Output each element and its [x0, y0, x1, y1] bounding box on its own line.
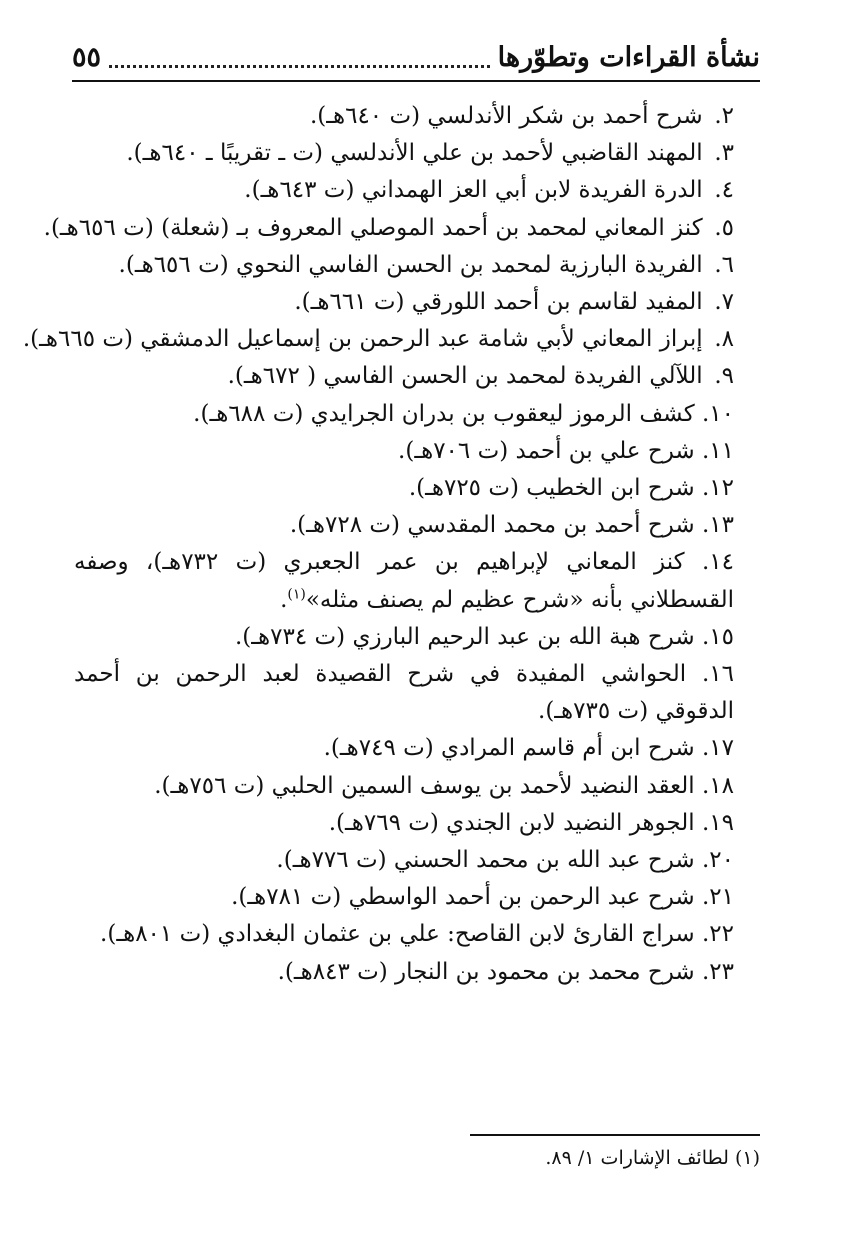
item-number: ٧. [714, 289, 734, 316]
item-text: كشف الرموز ليعقوب بن بدران الجرايدي (ت ٦٨٨هـ). [193, 400, 695, 427]
item-text: سراج القارئ لابن القاصح: علي بن عثمان البغدادي (ت ٨٠١هـ). [100, 921, 695, 948]
list-item [74, 284, 734, 321]
item-number: ١٧. [701, 735, 734, 762]
item-text: كنز المعاني لمحمد بن أحمد الموصلي المعروف بـ (شعلة) (ت ٦٥٦هـ). [43, 214, 703, 241]
item-number: ١٩. [701, 809, 734, 836]
item-text: شرح محمد بن محمود بن النجار (ت ٨٤٣هـ). [277, 958, 695, 985]
page-number: ٥٥ [72, 41, 102, 73]
item-number: ٣. [714, 140, 734, 167]
list-item [74, 507, 734, 544]
item-text: الحواشي المفيدة في شرح القصيدة لعبد الرحمن بن أحمد الدقوقي (ت ٧٣٥هـ). [74, 661, 734, 725]
item-text: شرح ابن الخطيب (ت ٧٢٥هـ). [408, 475, 695, 502]
item-text: إبراز المعاني لأبي شامة عبد الرحمن بن إسماعيل الدمشقي (ت ٦٦٥هـ). [22, 326, 703, 353]
item-text: شرح عبد الرحمن بن أحمد الواسطي (ت ٧٨١هـ). [231, 884, 695, 911]
item-number: ٥. [714, 214, 734, 241]
footnote-text: لطائف الإشارات ١/ ٨٩. [545, 1147, 729, 1169]
item-text: الفريدة البارزية لمحمد بن الحسن الفاسي النحوي (ت ٦٥٦هـ). [118, 251, 703, 278]
list-item [74, 619, 734, 656]
item-number: ١٨. [701, 772, 734, 799]
footnote [545, 1144, 760, 1172]
footnote-marker: (١) [734, 1147, 760, 1169]
list-item [74, 916, 734, 953]
item-number: ٢٠. [701, 847, 734, 874]
header-rule [72, 80, 760, 82]
item-text: اللآلي الفريدة لمحمد بن الحسن الفاسي ( ٦٧٢هـ). [227, 363, 703, 390]
list-item [74, 172, 734, 209]
list-item [74, 358, 734, 395]
item-text: شرح أحمد بن محمد المقدسي (ت ٧٢٨هـ). [289, 512, 695, 539]
list-item [74, 805, 734, 842]
list-item [74, 768, 734, 805]
list-item [74, 396, 734, 433]
item-number: ١٠. [701, 400, 734, 427]
footnote-reference[interactable]: (١) [287, 585, 306, 602]
item-number: ١٥. [701, 623, 734, 650]
item-text: المهند القاضبي لأحمد بن علي الأندلسي (ت ـ تقريبًا ـ ٦٤٠هـ). [126, 140, 703, 167]
item-number: ٤. [714, 177, 734, 204]
list-item [43, 210, 734, 247]
item-number: ٢٢. [701, 921, 734, 948]
item-number: ٨. [714, 326, 734, 353]
item-text: الجوهر النضيد لابن الجندي (ت ٧٦٩هـ). [328, 809, 695, 836]
item-number: ٢٣. [701, 958, 734, 985]
header-title: نشأة القراءات وتطوّرها [497, 41, 760, 73]
item-text: شرح ابن أم قاسم المرادي (ت ٧٤٩هـ). [323, 735, 695, 762]
list-item [74, 247, 734, 284]
list-item [74, 954, 734, 991]
item-end-punctuation: . [280, 586, 288, 613]
item-number: ٢. [714, 103, 734, 129]
item-number: ٩. [714, 363, 734, 390]
list-item [74, 544, 734, 618]
item-text: المفيد لقاسم بن أحمد اللورقي (ت ٦٦١هـ). [294, 289, 703, 316]
item-number: ٢١. [701, 884, 734, 911]
item-text: العقد النضيد لأحمد بن يوسف السمين الحلبي (ت ٧٥٦هـ). [154, 772, 695, 799]
footnote-separator [470, 1134, 760, 1136]
list-item [74, 656, 734, 730]
item-text: شرح علي بن أحمد (ت ٧٠٦هـ). [398, 437, 695, 464]
item-number: ١٦. [701, 661, 734, 688]
item-number: ١٤. [701, 549, 734, 576]
list-item [74, 470, 734, 507]
item-number: ١٢. [701, 475, 734, 502]
list-item [74, 98, 734, 135]
list-item [22, 321, 734, 358]
list-item [74, 433, 734, 470]
commentaries-list [22, 98, 734, 991]
running-header [72, 34, 760, 80]
item-text: كنز المعاني لإبراهيم بن عمر الجعبري (ت ٧٣٢هـ)، وصفه القسطلاني بأنه «شرح عظيم لم يصنف مثله» [74, 549, 734, 613]
list-item [74, 879, 734, 916]
item-number: ٦. [714, 251, 734, 278]
list-item [74, 730, 734, 767]
item-text: شرح هبة الله بن عبد الرحيم البارزي (ت ٧٣٤هـ). [235, 623, 695, 650]
list-item [74, 842, 734, 879]
header-dot-leader [109, 47, 490, 68]
item-text: شرح عبد الله بن محمد الحسني (ت ٧٧٦هـ). [276, 847, 695, 874]
item-number: ١٣. [701, 512, 734, 539]
item-text: شرح أحمد بن شكر الأندلسي (ت ٦٤٠هـ). [309, 103, 703, 129]
list-item [74, 135, 734, 172]
item-text: الدرة الفريدة لابن أبي العز الهمداني (ت ٦٤٣هـ). [244, 177, 703, 204]
item-number: ١١. [701, 437, 734, 464]
